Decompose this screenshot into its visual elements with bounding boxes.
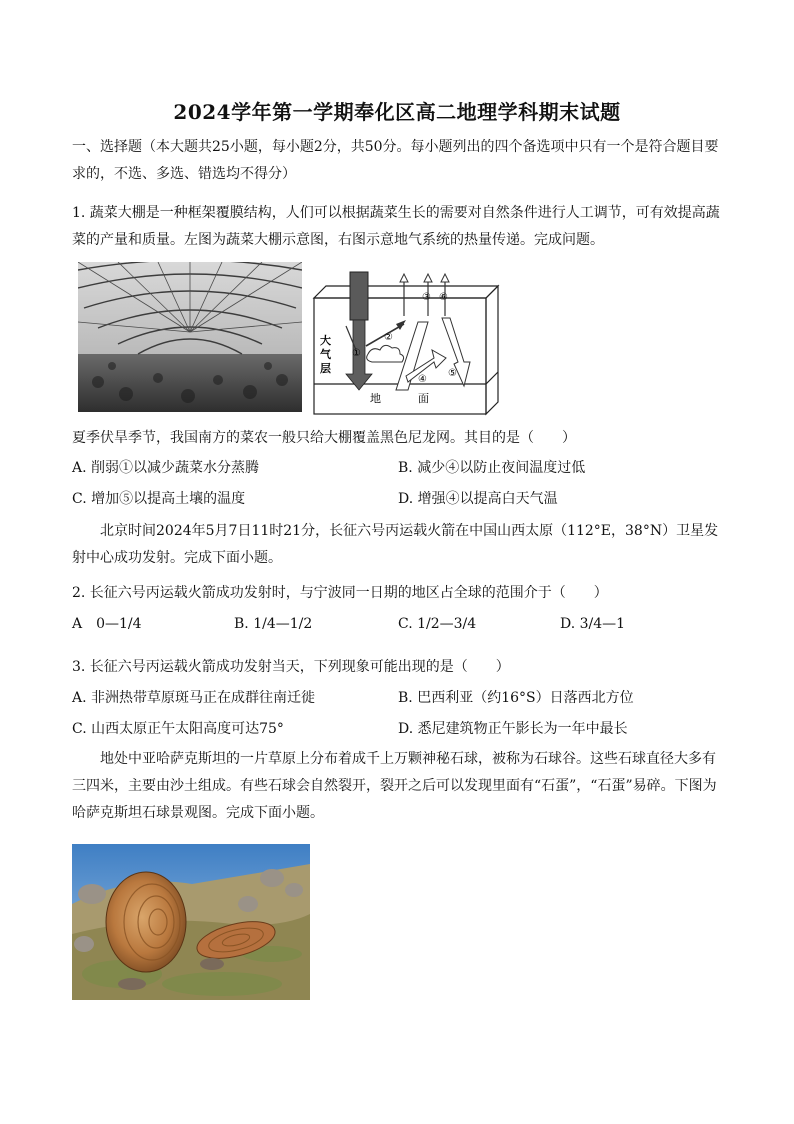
q2-option-b[interactable]: B. 1/4—1/2 xyxy=(234,616,313,632)
question-3-stem: 3. 长征六号丙运载火箭成功发射当天，下列现象可能出现的是（ ） xyxy=(72,659,510,675)
section-heading: 一、选择题（本大题共25小题，每小题2分，共50分。每小题列出的四个备选项中只有一个是符合题目要求的，不选、多选、错选均不得分） xyxy=(72,139,719,182)
label-3: ③ xyxy=(422,292,431,303)
q1-option-a[interactable]: A. 削弱①以减少蔬菜水分蒸腾 xyxy=(72,460,260,476)
q2-option-d[interactable]: D. 3/4—1 xyxy=(560,616,626,632)
atmosphere-label-2: 气 xyxy=(320,348,331,361)
label-2: ② xyxy=(384,332,393,343)
intro-stone-balls: 地处中亚哈萨克斯坦的一片草原上分布着成千上万颗神秘石球，被称为石球谷。这些石球直径大多有三四米，主要由沙土组成。有些石球会自然裂开，裂开之后可以发现里面有“石蛋”，“石蛋”易碎。下图为哈萨克斯坦石球景观图。完成下面小题。 xyxy=(72,751,717,821)
q1-option-d[interactable]: D. 增强④以提高白天气温 xyxy=(398,491,558,507)
question-2-options-row xyxy=(72,612,728,636)
question-2-stem: 2. 长征六号丙运载火箭成功发射时，与宁波同一日期的地区占全球的范围介于（ ） xyxy=(72,585,608,601)
intro-q2-q3: 北京时间2024年5月7日11时21分，长征六号丙运载火箭在中国山西太原（112°E，38°N）卫星发射中心成功发射。完成下面小题。 xyxy=(72,523,719,566)
greenhouse-photo xyxy=(78,262,302,412)
question-3-options-row-2 xyxy=(72,717,728,741)
stone-ball-photo xyxy=(72,844,310,1000)
question-3-options-row-1 xyxy=(72,686,728,710)
q2-option-c[interactable]: C. 1/2—3/4 xyxy=(398,616,477,632)
label-5: ⑤ xyxy=(448,368,457,379)
page-title: 2024学年第一学期奉化区高二地理学科期末试题 xyxy=(173,100,621,124)
heat-transfer-diagram xyxy=(308,262,504,418)
q3-option-a[interactable]: A. 非洲热带草原斑马正在成群往南迁徙 xyxy=(72,690,316,706)
atmosphere-label-3: 层 xyxy=(320,362,331,375)
label-4: ④ xyxy=(418,374,427,385)
q3-option-d[interactable]: D. 悉尼建筑物正午影长为一年中最长 xyxy=(398,721,628,737)
q3-option-b[interactable]: B. 巴西利亚（约16°S）日落西北方位 xyxy=(398,690,634,706)
question-1-stem: 1. 蔬菜大棚是一种框架覆膜结构，人们可以根据蔬菜生长的需要对自然条件进行人工调节，可有效提高蔬菜的产量和质量。左图为蔬菜大棚示意图，右图示意地气系统的热量传递。完成问题。 xyxy=(72,205,720,248)
question-1-options-row-2 xyxy=(72,487,728,511)
q1-option-c[interactable]: C. 增加⑤以提高土壤的温度 xyxy=(72,491,246,507)
atmosphere-label-1: 大 xyxy=(320,334,331,347)
label-6: ⑥ xyxy=(439,292,448,303)
ground-label-1: 地 xyxy=(370,392,381,405)
q2-option-a[interactable]: A 0—1/4 xyxy=(72,616,142,632)
label-1: ① xyxy=(352,348,361,359)
question-1-options-row-1 xyxy=(72,456,728,480)
ground-label-2: 面 xyxy=(418,392,429,405)
q3-option-c[interactable]: C. 山西太原正午太阳高度可达75° xyxy=(72,721,284,737)
q1-option-b[interactable]: B. 减少④以防止夜间温度过低 xyxy=(398,460,586,476)
question-1-text: 夏季伏旱季节，我国南方的菜农一般只给大棚覆盖黑色尼龙网。其目的是（ ） xyxy=(72,430,576,446)
